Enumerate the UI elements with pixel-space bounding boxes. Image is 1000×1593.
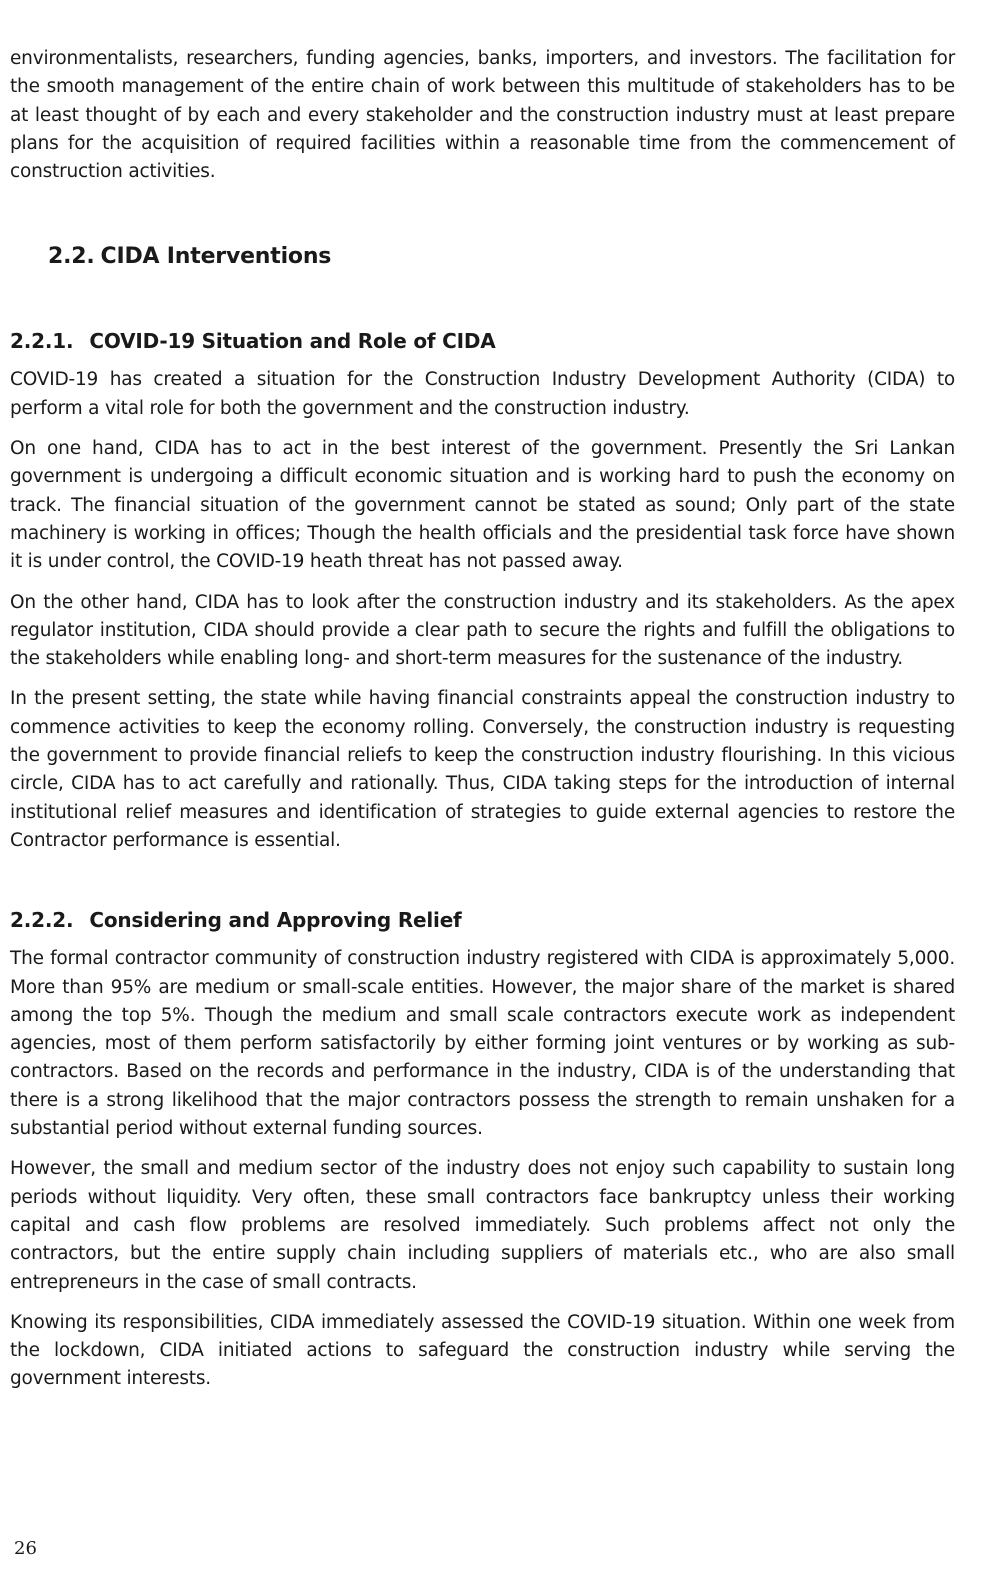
subsection-title: COVID-19 Situation and Role of CIDA — [89, 329, 496, 354]
paragraph: On one hand, CIDA has to act in the best interest of the government. Presently the Sri Lankan government is undergoing a difficult economic situation and is working hard to push the economy on track. The financial situation of the government cannot be stated as sound; Only part of the state machinery is working in offices; Though the health officials and the presidential task force have shown it is under control, the COVID-19 heath threat has not passed away. — [10, 438, 955, 573]
paragraph: However, the small and medium sector of the industry does not enjoy such capability to sustain long periods without liquidity. Very often, these small contractors face bankruptcy unless their working capital and cash flow problems are resolved immediately. Such problems affect not only the contractors, but the entire supply chain including suppliers of materials etc., who are also small entrepreneurs in the case of small contracts. — [10, 1158, 955, 1293]
subsection-heading-2-2-1 — [10, 326, 955, 356]
document-page — [10, 45, 955, 1406]
paragraph: The formal contractor community of construction industry registered with CIDA is approximately 5,000. More than 95% are medium or small-scale entities. However, the major share of the market is shared among the top 5%. Though the medium and small scale contractors execute work as independent agencies, most of them perform satisfactorily by either forming joint ventures or by working as sub-contractors. Based on the records and performance in the industry, CIDA is of the understanding that there is a strong likelihood that the major contractors possess the strength to remain unshaken for a substantial period without external funding sources. — [10, 948, 955, 1140]
subsection-number: 2.2.2. — [10, 908, 74, 933]
paragraph: In the present setting, the state while having financial constraints appeal the construction industry to commence activities to keep the economy rolling. Conversely, the construction industry is requesting the government to provide financial reliefs to keep the construction industry flourishing. In this vicious circle, CIDA has to act carefully and rationally. Thus, CIDA taking steps for the introduction of internal institutional relief measures and identification of strategies to guide external agencies to restore the Contractor performance is essential. — [10, 688, 955, 851]
section-heading-2-2 — [48, 242, 955, 272]
section-number: 2.2. — [48, 244, 95, 270]
paragraph: Knowing its responsibilities, CIDA immediately assessed the COVID-19 situation. Within one week from the lockdown, CIDA initiated actions to safeguard the construction industry while serving the government interests. — [10, 1311, 955, 1390]
paragraph: On the other hand, CIDA has to look after the construction industry and its stakeholders. As the apex regulator institution, CIDA should provide a clear path to secure the rights and fulfill the obligations to the stakeholders while enabling long- and short-term measures for the sustenance of the industry. — [10, 591, 955, 670]
subsection-title: Considering and Approving Relief — [89, 908, 462, 933]
subsection-number: 2.2.1. — [10, 329, 74, 354]
section-title: CIDA Interventions — [100, 244, 332, 270]
paragraph: COVID-19 has created a situation for the Construction Industry Development Authority (CIDA) to perform a vital role for both the government and the construction industry. — [10, 369, 955, 419]
page-number: 26 — [14, 1538, 37, 1559]
subsection-heading-2-2-2 — [10, 905, 955, 935]
paragraph-intro: environmentalists, researchers, funding agencies, banks, importers, and investors. The facilitation for the smooth management of the entire chain of work between this multitude of stakeholders has to be at least thought of by each and every stakeholder and the construction industry must at least prepare plans for the acquisition of required facilities within a reasonable time from the commencement of construction activities. — [10, 48, 955, 183]
